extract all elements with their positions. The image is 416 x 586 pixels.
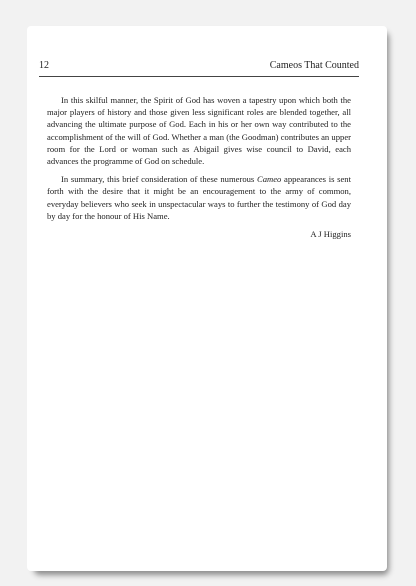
paragraph-2-emphasis: Cameo	[256, 174, 282, 185]
page-number: 12	[39, 60, 49, 71]
header-rule	[39, 76, 359, 77]
paragraph-2-start: In summary, this brief consideration of these numerous	[61, 174, 257, 185]
running-header	[39, 58, 359, 74]
book-page	[27, 26, 387, 571]
paragraph-2	[47, 173, 351, 222]
body-text	[47, 94, 351, 246]
paragraph-2-end: appearances is sent forth with the desire that it might be an encouragement to the army of common, everyday believers who seek in unspectacular ways to further the testimony of God day by day for the honour of His Name.	[47, 174, 351, 221]
author-signature: A J Higgins	[310, 229, 351, 240]
paragraph-1: In this skilful manner, the Spirit of God has woven a tapestry upon which both the major players of history and those given less significant roles are blended together, all advancing the ultimate purpose of God. Each in his or her own way contributed to the accomplishment of the will of God. Whether a man (the Goodman) contributes an upper room for the Lord or woman such as Abigail gives wise council to David, each advances the programme of God on schedule.	[47, 95, 351, 167]
running-title: Cameos That Counted	[269, 60, 359, 71]
